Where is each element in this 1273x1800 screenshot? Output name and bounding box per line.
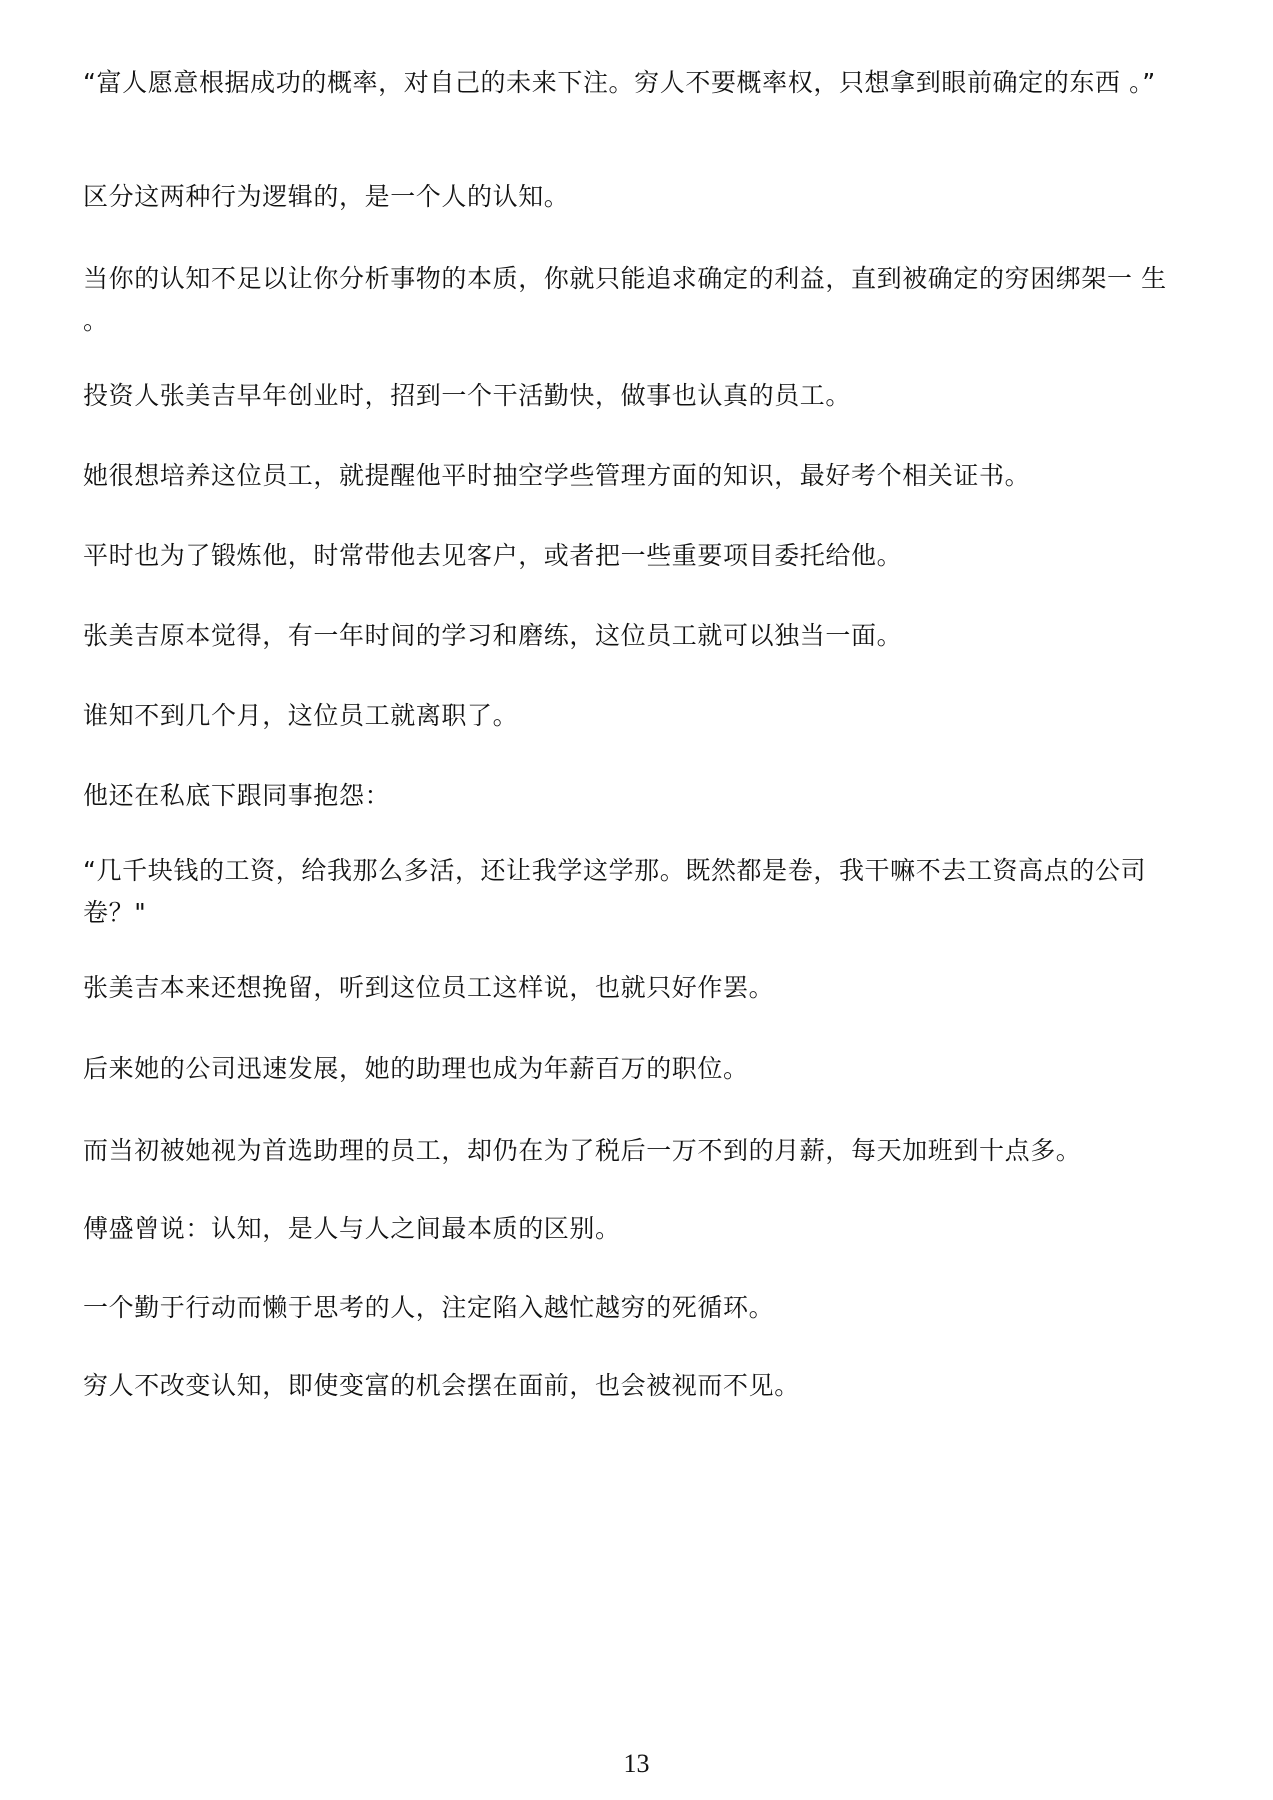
paragraph-7: 张美吉原本觉得，有一年时间的学习和磨练，这位员工就可以独当一面。 <box>83 621 903 650</box>
paragraph-3: 当你的认知不足以让你分析事物的本质，你就只能追求确定的利益，直到被确定的穷困绑架一 生 。 <box>83 264 1167 335</box>
paragraph-9: 他还在私底下跟同事抱怨： <box>83 781 391 810</box>
paragraph-8: 谁知不到几个月，这位员工就离职了。 <box>83 701 519 730</box>
paragraph-13: 而当初被她视为首选助理的员工，却仍在为了税后一万不到的月薪，每天加班到十点多。 <box>83 1136 1082 1165</box>
paragraph-5: 她很想培养这位员工，就提醒他平时抽空学些管理方面的知识，最好考个相关证书。 <box>83 461 1031 490</box>
paragraph-12: 后来她的公司迅速发展，她的助理也成为年薪百万的职位。 <box>83 1054 749 1083</box>
paragraph-1: “富人愿意根据成功的概率，对自己的未来下注。穷人不要概率权，只想拿到眼前确定的东西 。” <box>83 68 1156 97</box>
paragraph-16: 穷人不改变认知，即使变富的机会摆在面前，也会被视而不见。 <box>83 1371 800 1400</box>
paragraph-11: 张美吉本来还想挽留，听到这位员工这样说，也就只好作罢。 <box>83 973 775 1002</box>
paragraph-15: 一个勤于行动而懒于思考的人，注定陷入越忙越穷的死循环。 <box>83 1293 775 1322</box>
paragraph-4: 投资人张美吉早年创业时，招到一个干活勤快，做事也认真的员工。 <box>83 381 852 410</box>
paragraph-2: 区分这两种行为逻辑的，是一个人的认知。 <box>83 182 570 211</box>
paragraph-6: 平时也为了锻炼他，时常带他去见客户，或者把一些重要项目委托给他。 <box>83 541 903 570</box>
paragraph-10: “几千块钱的工资，给我那么多活，还让我学这学那。既然都是卷，我干嘛不去工资高点的公司卷？" <box>83 856 1147 927</box>
paragraph-14: 傅盛曾说：认知，是人与人之间最本质的区别。 <box>83 1214 621 1243</box>
page-number: 13 <box>623 1749 650 1778</box>
